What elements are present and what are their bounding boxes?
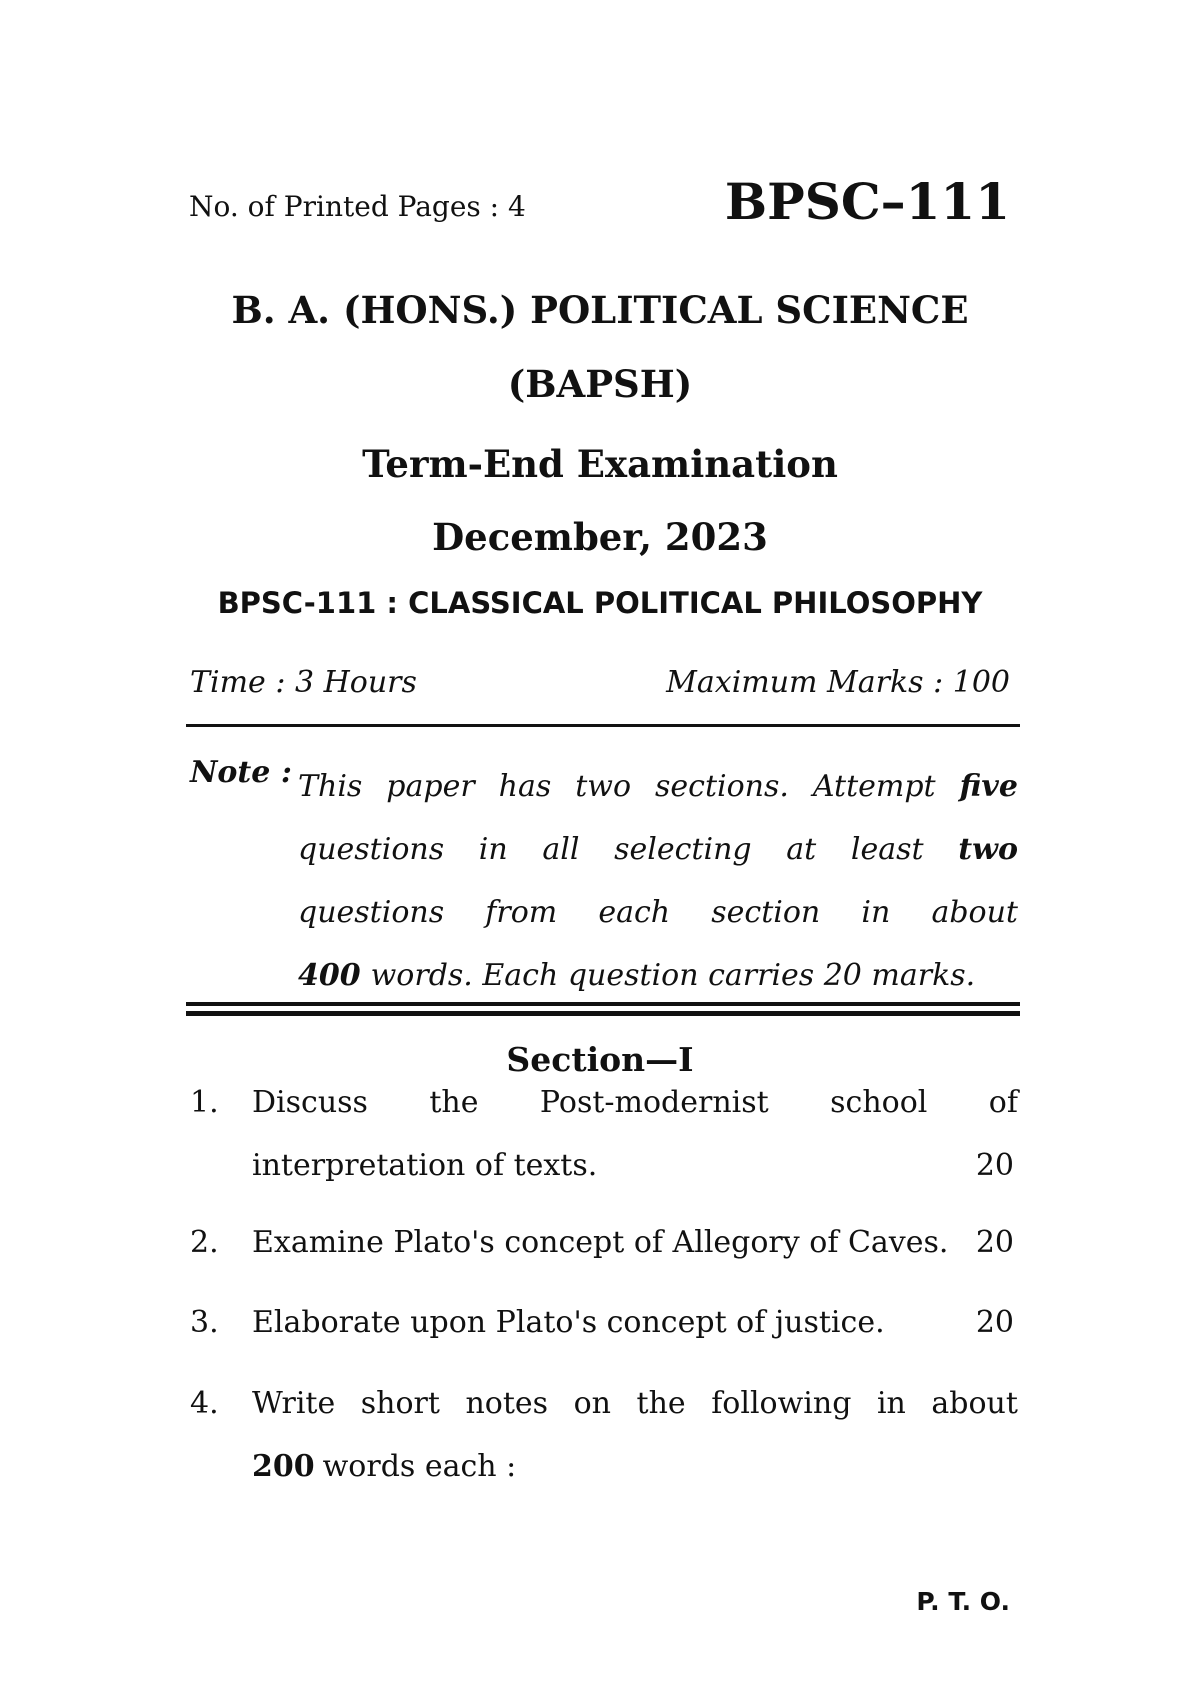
paper-title: BPSC-111 : CLASSICAL POLITICAL PHILOSOPHY: [217, 586, 983, 620]
section-heading: Section—I: [506, 1040, 694, 1079]
note-line-1: This paper has two sections. Attempt five: [298, 769, 1018, 804]
question-text: Elaborate upon Plato's concept of justice.: [252, 1305, 885, 1340]
question-number: 4.: [190, 1386, 219, 1421]
printed-pages-count: No. of Printed Pages : 4: [189, 190, 526, 223]
exam-date: December, 2023: [432, 515, 768, 559]
course-title: B. A. (HONS.) POLITICAL SCIENCE: [231, 288, 969, 332]
please-turn-over: P. T. O.: [916, 1587, 1010, 1616]
question-text: Examine Plato's concept of Allegory of Caves.: [252, 1225, 949, 1260]
question-number: 3.: [190, 1305, 219, 1340]
question-marks: 20: [975, 1148, 1014, 1183]
course-abbreviation: (BAPSH): [507, 362, 693, 406]
note-text: [298, 755, 1018, 1007]
note-line-3: questions from each section in about: [298, 895, 1018, 930]
question-number: 1.: [190, 1085, 219, 1120]
exam-title: Term-End Examination: [362, 442, 838, 486]
double-divider-bottom: [186, 1011, 1020, 1016]
note-label: Note :: [190, 755, 292, 790]
divider: [186, 724, 1020, 727]
question-marks: 20: [975, 1305, 1014, 1340]
question-marks: 20: [975, 1225, 1014, 1260]
paper-code: BPSC–111: [724, 172, 1010, 231]
maximum-marks: Maximum Marks : 100: [666, 665, 1010, 700]
question-number: 2.: [190, 1225, 219, 1260]
note-line-2: questions in all selecting at least two: [298, 832, 1018, 867]
time-allowed: Time : 3 Hours: [190, 665, 417, 700]
exam-page: No. of Printed Pages : 4 BPSC–111 B. A. (HONS.) POLITICAL SCIENCE (BAPSH) Term-End Examination December, 2023 BPSC-111 : CLASSICAL POLITICAL PHILOSOPHY Time : 3 Hours Maximum Marks : 100 Note : This paper has two sections. Attempt five questions in all selecting at least two questions from each section in about 400 words. Each question carries 20 marks. Section—I 1. Discuss the Post-modernist school of interpretation of texts. 20 2. Examine Plato's concept of Allegory of Caves. 20 3. Elaborate upon Plato's concept of justice. 20 4. Write short notes on the following in about 200 words each : P. T. O.: [0, 0, 1200, 1699]
double-divider-top: [186, 1002, 1020, 1006]
note-line-4: 400 words. Each question carries 20 marks.: [298, 958, 976, 993]
